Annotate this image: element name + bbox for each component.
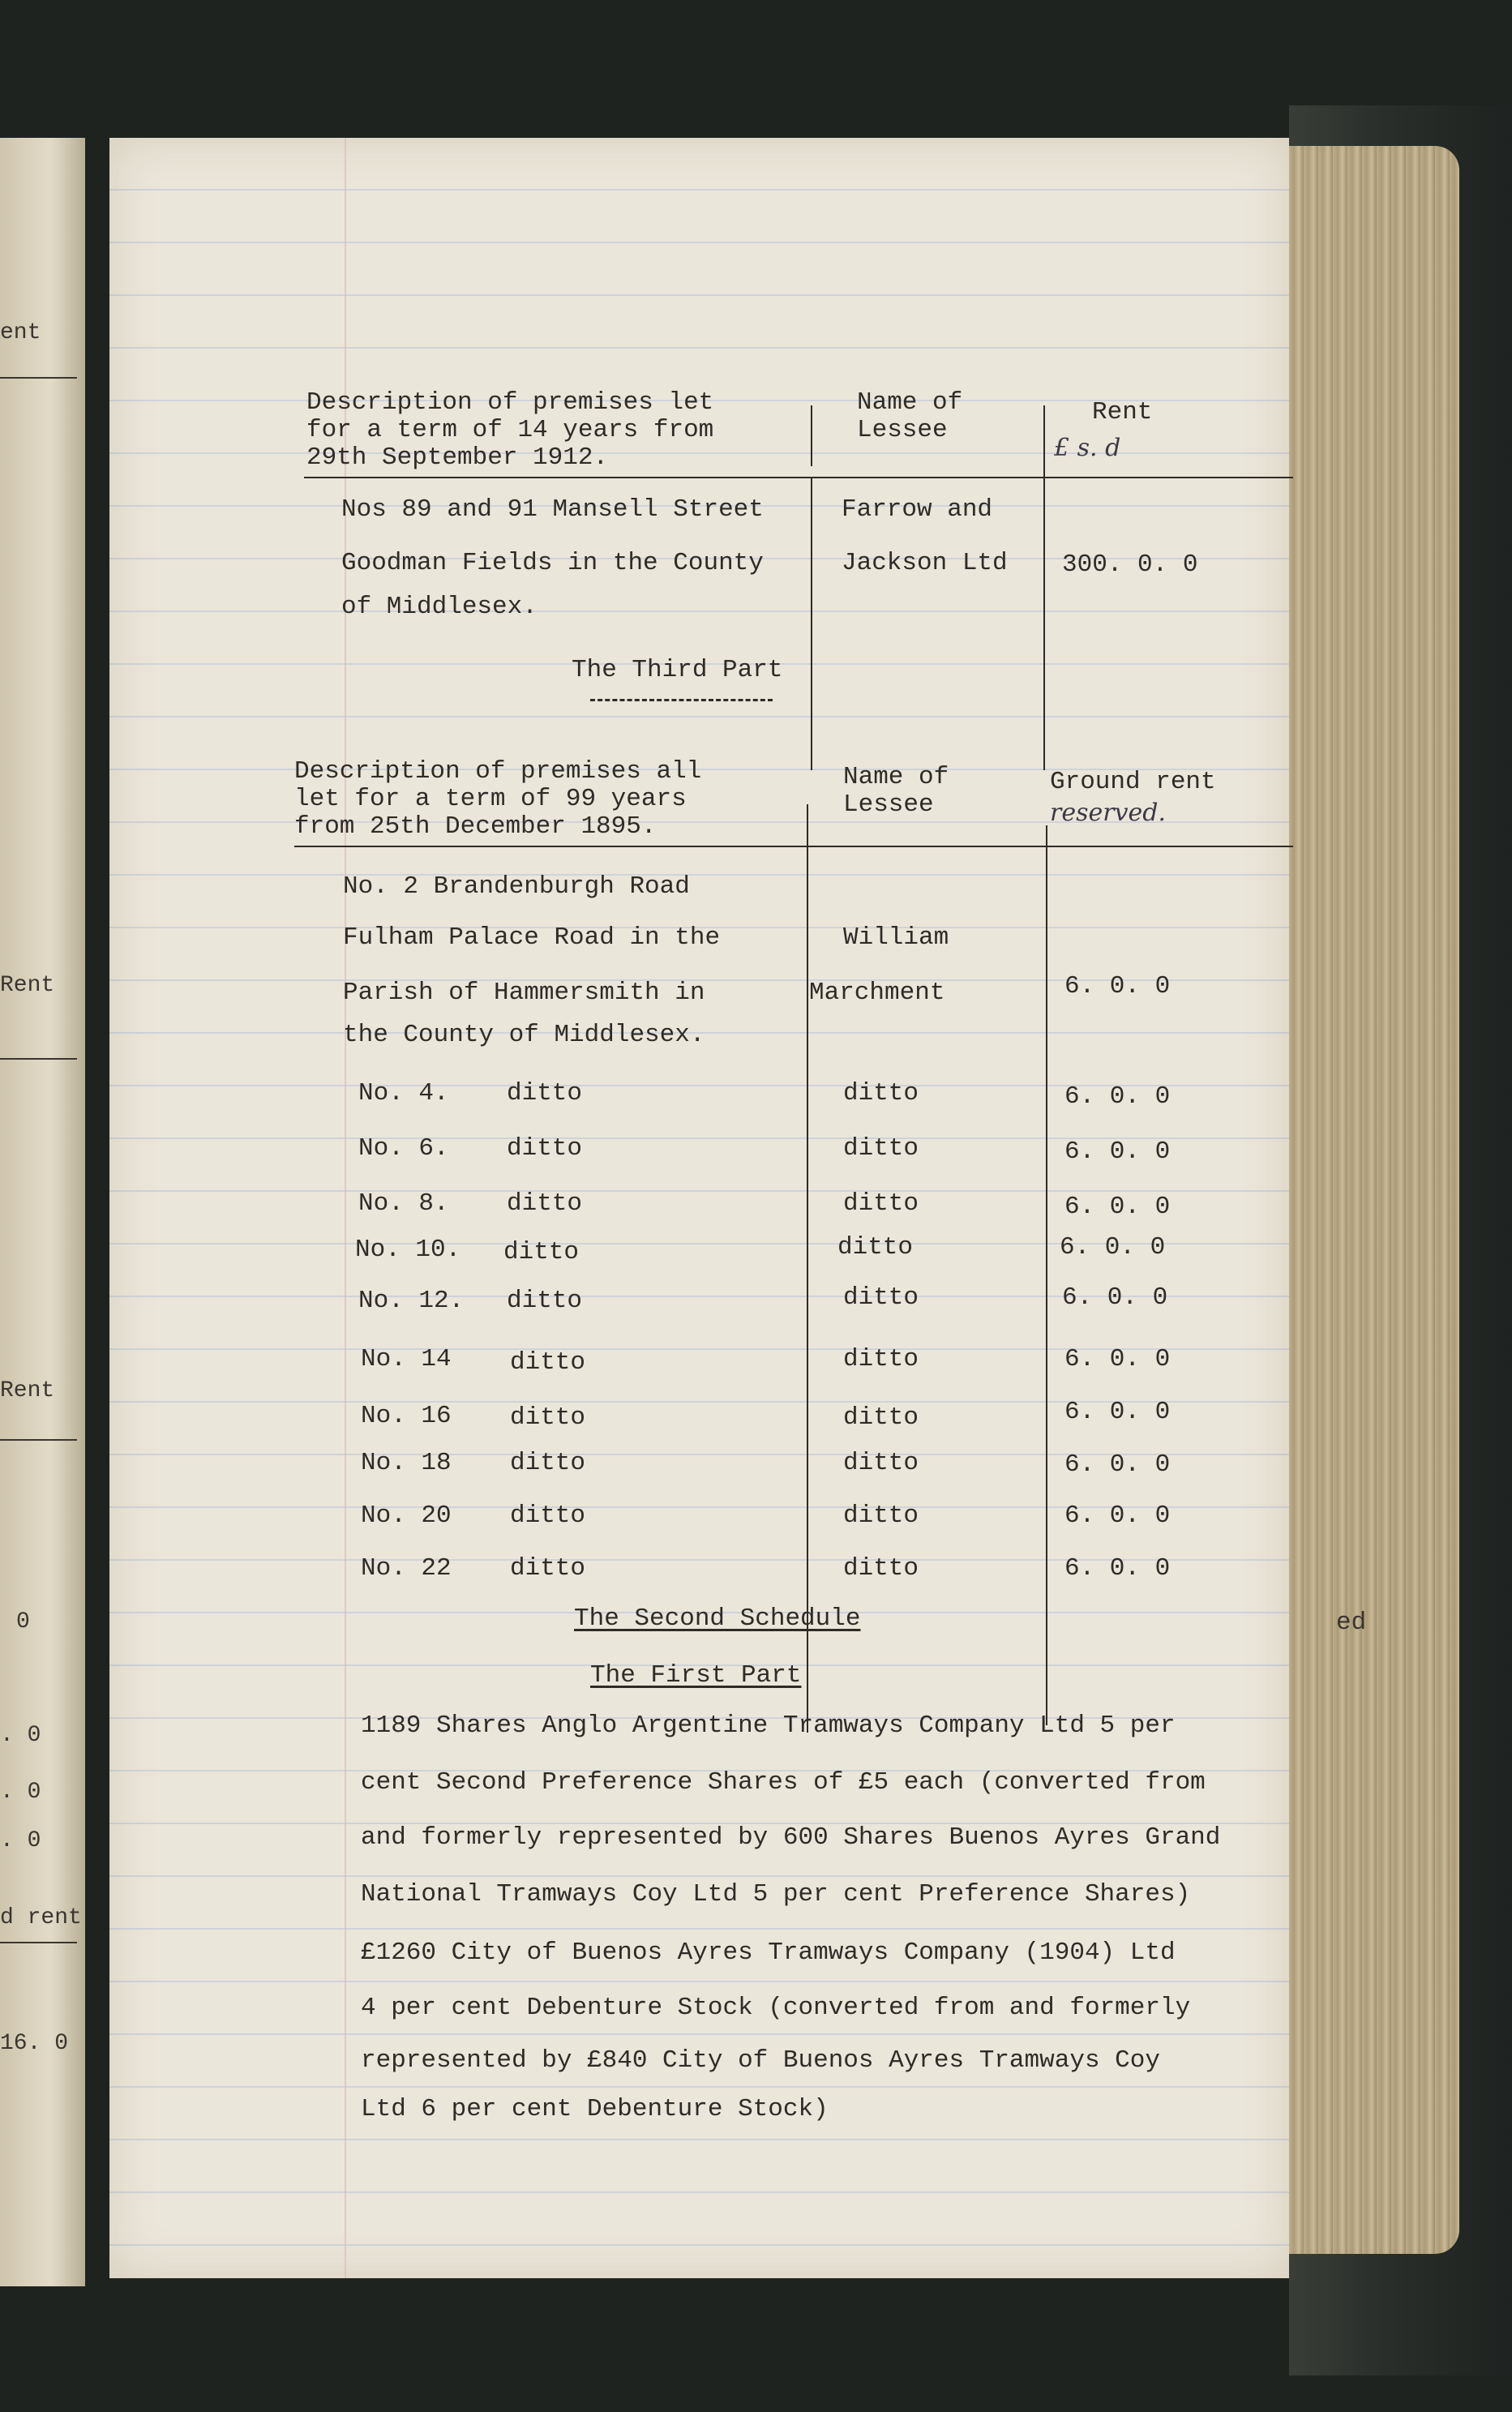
row-rent: 6. 0. 0 <box>1060 1233 1166 1262</box>
row-number: No. 18 <box>361 1449 452 1477</box>
row-lessee: ditto <box>843 1554 919 1583</box>
row-description: ditto <box>507 1134 583 1163</box>
second-table-lessee-line: William <box>843 923 949 952</box>
second-table-rent-value: 6. 0. 0 <box>1064 972 1171 1000</box>
first-table-divider <box>1043 405 1045 770</box>
row-rent: 6. 0. 0 <box>1064 1345 1171 1373</box>
schedule-line: 1189 Shares Anglo Argentine Tramways Company Ltd 5 per <box>361 1712 1176 1740</box>
right-edge-fragment: ed <box>1336 1609 1367 1637</box>
first-table-lessee-line: Farrow and <box>842 495 993 524</box>
left-fragment: Rent <box>0 973 55 998</box>
row-description: ditto <box>510 1502 586 1530</box>
schedule-line: represented by £840 City of Buenos Ayres Tramways Coy <box>361 2046 1160 2075</box>
left-rule <box>0 377 77 379</box>
first-table-description-line: of Middlesex. <box>341 593 538 621</box>
first-table-header-rule <box>304 477 1293 478</box>
second-table-lessee-header: Name of Lessee <box>843 763 949 819</box>
first-table-lessee-header: Name of Lessee <box>857 388 963 444</box>
row-description: ditto <box>510 1449 586 1477</box>
row-lessee: ditto <box>843 1502 919 1530</box>
row-number: No. 4. <box>358 1079 449 1107</box>
schedule-line: 4 per cent Debenture Stock (converted from and formerly <box>361 1994 1191 2022</box>
first-table-description-line: Nos 89 and 91 Mansell Street <box>341 495 764 524</box>
left-fragment: 0 <box>16 1609 30 1634</box>
page-edges <box>1289 146 1459 2254</box>
left-rule <box>0 1439 77 1441</box>
row-number: No. 8. <box>358 1189 449 1218</box>
second-table-description-line: Fulham Palace Road in the <box>343 923 721 952</box>
left-fragment: . 0 <box>0 1828 41 1853</box>
first-table-lessee-line: Jackson Ltd <box>842 549 1008 577</box>
first-table-divider <box>811 405 812 466</box>
row-lessee: ditto <box>843 1079 919 1107</box>
second-table-rent-note: reserved. <box>1050 799 1167 827</box>
row-description: ditto <box>503 1238 580 1266</box>
second-table-description-line: the County of Middlesex. <box>343 1021 705 1049</box>
first-part-title: The First Part <box>590 1661 802 1690</box>
row-description: ditto <box>507 1189 583 1218</box>
left-rule <box>0 1942 77 1943</box>
document-page <box>109 138 1289 2278</box>
first-table-divider <box>811 477 812 770</box>
second-table-divider <box>807 804 808 1733</box>
row-lessee: ditto <box>843 1189 919 1218</box>
row-number: No. 12. <box>358 1287 465 1315</box>
row-lessee: ditto <box>843 1345 919 1373</box>
second-table-description-header: Description of premises all let for a term of 99 years from 25th December 1895. <box>294 757 702 841</box>
third-part-title: The Third Part <box>572 656 783 684</box>
schedule-line: and formerly represented by 600 Shares Buenos Ayres Grand <box>361 1823 1221 1852</box>
row-number: No. 14 <box>361 1345 452 1373</box>
left-fragment: Rent <box>0 1378 55 1403</box>
left-fragment: ent <box>0 320 41 345</box>
row-description: ditto <box>510 1348 586 1377</box>
row-rent: 6. 0. 0 <box>1064 1398 1171 1426</box>
first-table-description-header: Description of premises let for a term of 14 years from 29th September 1912. <box>306 388 714 472</box>
row-description: ditto <box>507 1287 583 1315</box>
third-part-underline <box>590 699 773 701</box>
row-lessee: ditto <box>837 1233 914 1262</box>
row-rent: 6. 0. 0 <box>1064 1502 1171 1530</box>
first-table-rent-units: £ s. d <box>1054 434 1121 462</box>
left-rule <box>0 1058 77 1060</box>
schedule-line: National Tramways Coy Ltd 5 per cent Preference Shares) <box>361 1880 1191 1909</box>
second-table-rent-header: Ground rent <box>1050 768 1216 796</box>
second-table-divider <box>1046 825 1047 1725</box>
row-description: ditto <box>510 1554 586 1583</box>
row-number: No. 6. <box>358 1134 449 1163</box>
row-number: No. 16 <box>361 1402 452 1430</box>
schedule-line: £1260 City of Buenos Ayres Tramways Company (1904) Ltd <box>361 1939 1176 1967</box>
schedule-line: cent Second Preference Shares of £5 each (converted from <box>361 1768 1206 1797</box>
row-number: No. 22 <box>361 1554 452 1583</box>
left-page-fragment <box>0 138 85 2286</box>
second-table-description-line: No. 2 Brandenburgh Road <box>343 872 690 901</box>
second-table-header-rule <box>294 846 1293 847</box>
second-schedule-title: The Second Schedule <box>574 1604 861 1633</box>
row-lessee: ditto <box>843 1449 919 1477</box>
row-description: ditto <box>507 1079 583 1107</box>
first-table-description-line: Goodman Fields in the County <box>341 549 764 577</box>
left-fragment: 16. 0 <box>0 2031 69 2056</box>
row-rent: 6. 0. 0 <box>1062 1283 1168 1312</box>
row-lessee: ditto <box>843 1403 919 1432</box>
row-rent: 6. 0. 0 <box>1064 1082 1171 1111</box>
row-number: No. 20 <box>361 1502 452 1530</box>
schedule-line: Ltd 6 per cent Debenture Stock) <box>361 2095 829 2123</box>
row-lessee: ditto <box>843 1283 919 1312</box>
first-table-rent-header: Rent <box>1092 398 1153 426</box>
left-fragment: . 0 <box>0 1780 41 1805</box>
second-table-lessee-line: Marchment <box>809 979 945 1007</box>
row-rent: 6. 0. 0 <box>1064 1450 1171 1479</box>
row-number: No. 10. <box>355 1236 461 1264</box>
left-fragment: . 0 <box>0 1723 41 1748</box>
left-fragment: d rent <box>0 1905 82 1930</box>
second-table-description-line: Parish of Hammersmith in <box>343 979 705 1007</box>
row-rent: 6. 0. 0 <box>1064 1193 1171 1221</box>
row-lessee: ditto <box>843 1134 919 1163</box>
row-description: ditto <box>510 1403 586 1432</box>
first-table-rent-value: 300. 0. 0 <box>1062 551 1198 579</box>
row-rent: 6. 0. 0 <box>1064 1137 1171 1166</box>
row-rent: 6. 0. 0 <box>1064 1554 1171 1583</box>
